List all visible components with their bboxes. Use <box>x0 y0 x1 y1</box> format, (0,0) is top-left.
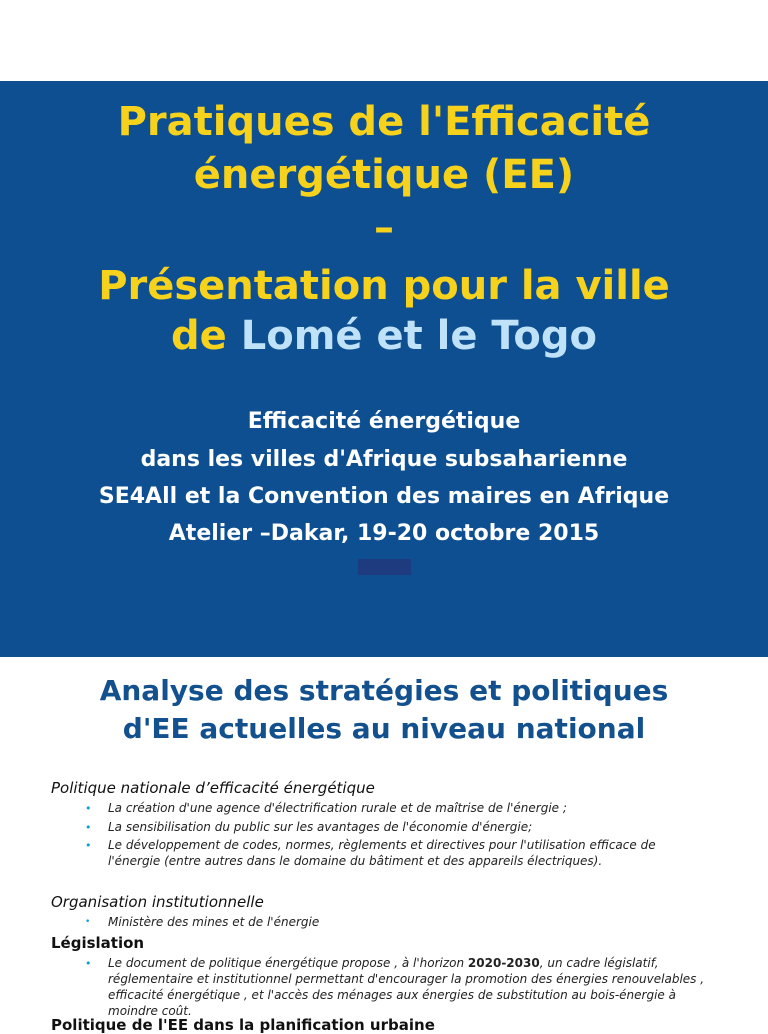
policy-item-2: La sensibilisation du public sur les avantages de l'économie d'énergie; <box>108 820 533 834</box>
subtitle-line-4: Atelier –Dakar, 19-20 octobre 2015 <box>168 521 600 546</box>
bullet-dot: • <box>85 802 92 815</box>
title-dash: – <box>374 205 394 251</box>
title-location: Lomé et le Togo <box>240 313 597 359</box>
policy-item-3: Le développement de codes, normes, règlements et directives pour l'utilisation efficace de l'énergie (entre autres dans le domaine du bâtiment et des appareils électriques). <box>108 838 656 868</box>
law-horizon: 2020-2030 <box>467 956 540 970</box>
bullet-dot: • <box>85 839 92 852</box>
slide2-heading-line-1: Analyse des stratégies et politiques <box>99 674 669 707</box>
title-line-5 <box>0 313 768 359</box>
law-text-after: , un cadre législatif, réglementaire et institutionnel permettant d'encourager la promotion des énergies renouvelables , efficacité énergétique , et l'accès des ménages aux énergies de substitution au bois-énergie à moindre coût. <box>108 956 705 1018</box>
subtitle-line-2: dans les villes d'Afrique subsaharienne <box>140 447 628 472</box>
decorative-bar <box>358 559 411 575</box>
subtitle-line-1: Efficacité énergétique <box>247 409 521 434</box>
org-item-1: Ministère des mines et de l'énergie <box>108 915 320 929</box>
title-prefix: de <box>171 313 227 359</box>
title-line-2: énergétique (EE) <box>193 152 575 198</box>
title-line-4: Présentation pour la ville <box>98 263 670 309</box>
section-title-policy: Politique nationale d’efficacité énergétique <box>51 779 375 797</box>
law-text-before: Le document de politique énergétique propose , à l'horizon <box>108 956 468 970</box>
slide2-heading-line-2: d'EE actuelles au niveau national <box>122 712 646 745</box>
bullet-dot: • <box>85 917 91 927</box>
bullet-dot: • <box>85 821 92 834</box>
section-title-organisation: Organisation institutionnelle <box>51 893 264 911</box>
section-title-legislation: Législation <box>51 934 145 952</box>
subtitle-line-3: SE4All et la Convention des maires en Afrique <box>98 484 670 509</box>
law-item-1 <box>108 955 708 1019</box>
policy-item-1: La création d'une agence d'électrification rurale et de maîtrise de l'énergie ; <box>108 801 567 815</box>
title-line-1: Pratiques de l'Efficacité <box>117 99 651 145</box>
bullet-dot: • <box>85 957 92 970</box>
section-title-urban-cut: Politique de l'EE dans la planification urbaine <box>51 1016 435 1034</box>
